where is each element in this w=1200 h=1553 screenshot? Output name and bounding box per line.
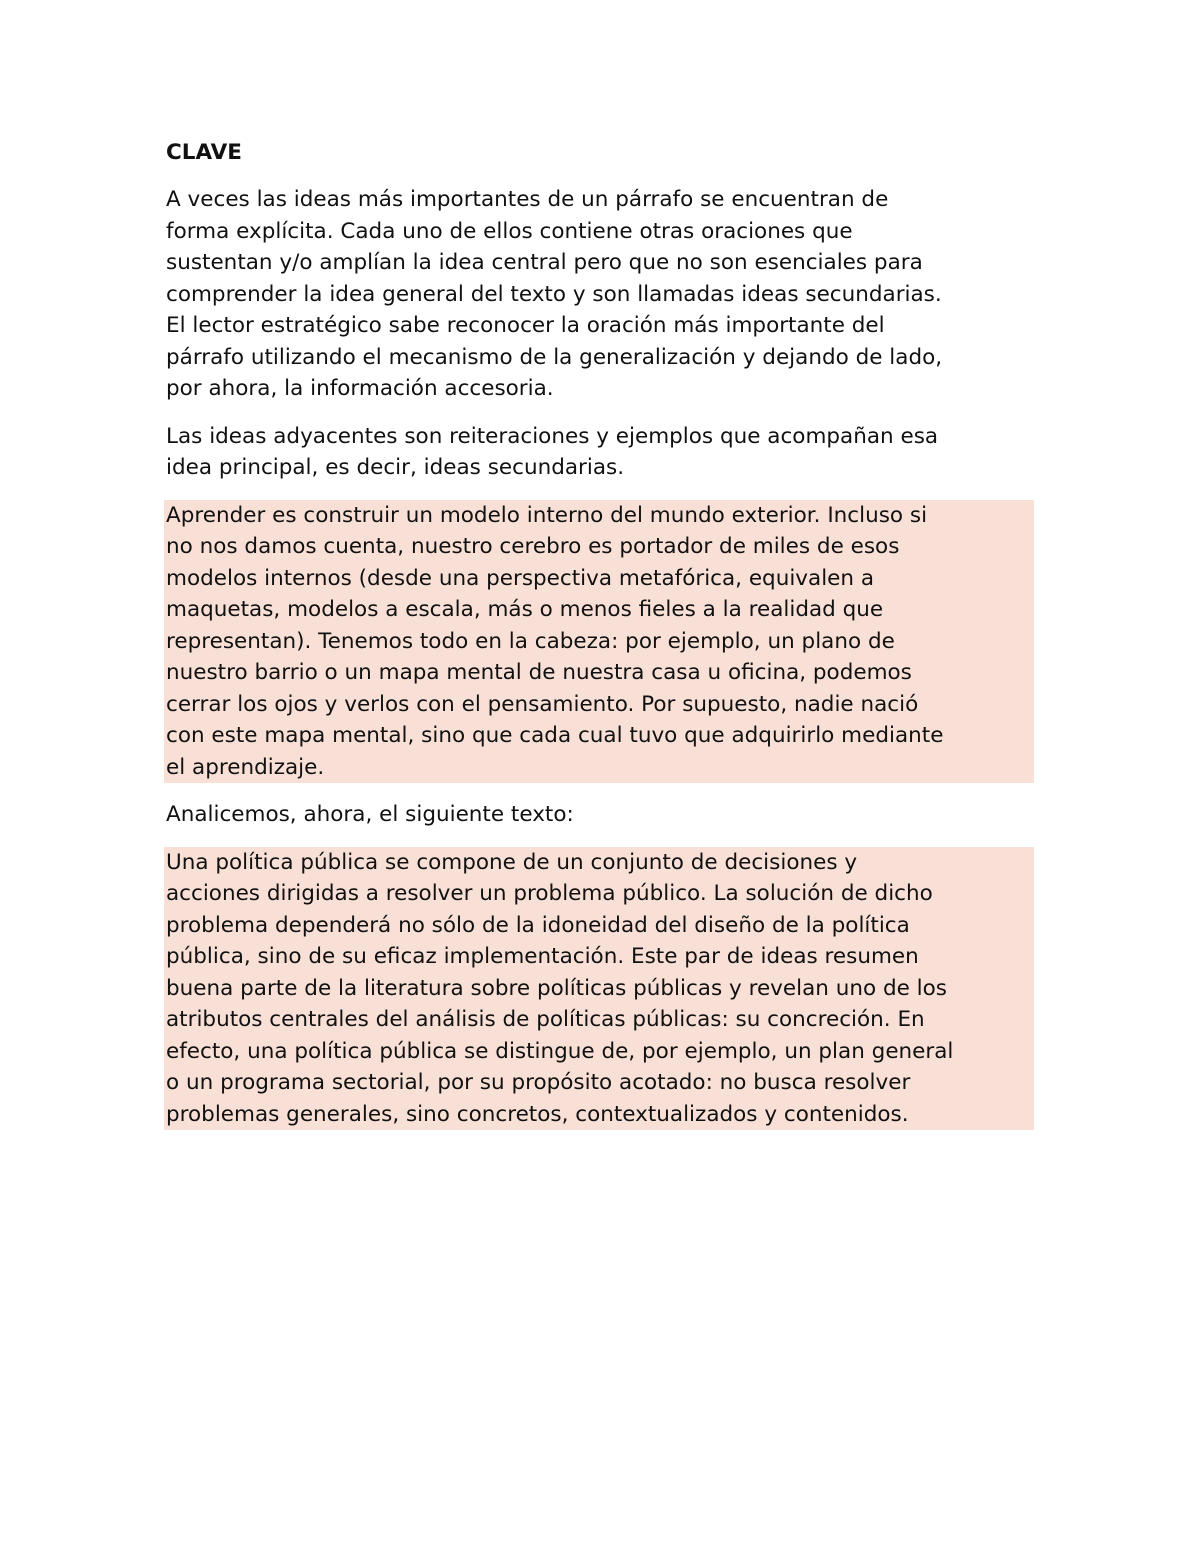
paragraph-line: el aprendizaje.	[166, 754, 325, 780]
paragraph-line: párrafo utilizando el mecanismo de la generalización y dejando de lado,	[166, 344, 943, 370]
paragraph-line: Analicemos, ahora, el siguiente texto:	[166, 802, 574, 827]
paragraph-line: Aprender es construir un modelo interno del mundo exterior. Incluso si	[166, 502, 928, 528]
paragraph-line: cerrar los ojos y verlos con el pensamiento. Por supuesto, nadie nació	[166, 691, 919, 717]
highlighted-paragraph	[164, 847, 1034, 1131]
paragraph-line: maquetas, modelos a escala, más o menos fieles a la realidad que	[166, 597, 884, 622]
paragraph-line: Las ideas adyacentes son reiteraciones y ejemplos que acompañan esa	[166, 423, 939, 449]
paragraph-line: acciones dirigidas a resolver un problema público. La solución de dicho	[166, 881, 933, 906]
document-page	[166, 138, 1036, 1146]
paragraph-line: pública, sino de su eficaz implementación. Este par de ideas resumen	[166, 944, 919, 969]
paragraph-line: problema dependerá no sólo de la idoneidad del diseño de la política	[166, 912, 910, 938]
paragraph	[166, 799, 1036, 831]
paragraph-line: sustentan y/o amplían la idea central pero que no son esenciales para	[166, 250, 923, 275]
paragraph-line: El lector estratégico sabe reconocer la oración más importante del	[166, 313, 885, 338]
paragraph-line: modelos internos (desde una perspectiva metafórica, equivalen a	[166, 565, 875, 591]
paragraph-line: efecto, una política pública se distingue de, por ejemplo, un plan general	[166, 1038, 954, 1064]
paragraph-line: por ahora, la información accesoria.	[166, 376, 554, 401]
paragraph-line: con este mapa mental, sino que cada cual tuvo que adquirirlo mediante	[166, 723, 944, 748]
paragraph-line: idea principal, es decir, ideas secundarias.	[166, 455, 625, 480]
document-title: CLAVE	[166, 140, 242, 165]
paragraph-line: comprender la idea general del texto y son llamadas ideas secundarias.	[166, 281, 942, 307]
paragraph-line: A veces las ideas más importantes de un párrafo se encuentran de	[166, 187, 889, 212]
paragraph-line: o un programa sectorial, por su propósito acotado: no busca resolver	[166, 1070, 911, 1095]
paragraph-line: problemas generales, sino concretos, contextualizados y contenidos.	[166, 1101, 909, 1127]
paragraph	[166, 184, 1036, 405]
paragraph-line: no nos damos cuenta, nuestro cerebro es portador de miles de esos	[166, 534, 900, 559]
paragraph-line: forma explícita. Cada uno de ellos contiene otras oraciones que	[166, 218, 853, 244]
highlighted-paragraph	[164, 500, 1034, 784]
paragraph-line: buena parte de la literatura sobre políticas públicas y revelan uno de los	[166, 975, 948, 1001]
paragraph-line: representan). Tenemos todo en la cabeza: por ejemplo, un plano de	[166, 628, 895, 654]
document-body	[166, 184, 1036, 1130]
paragraph	[166, 421, 1036, 484]
paragraph-line: nuestro barrio o un mapa mental de nuestra casa u oficina, podemos	[166, 660, 912, 685]
paragraph-line: atributos centrales del análisis de políticas públicas: su concreción. En	[166, 1007, 925, 1032]
paragraph-line: Una política pública se compone de un conjunto de decisiones y	[166, 849, 858, 875]
